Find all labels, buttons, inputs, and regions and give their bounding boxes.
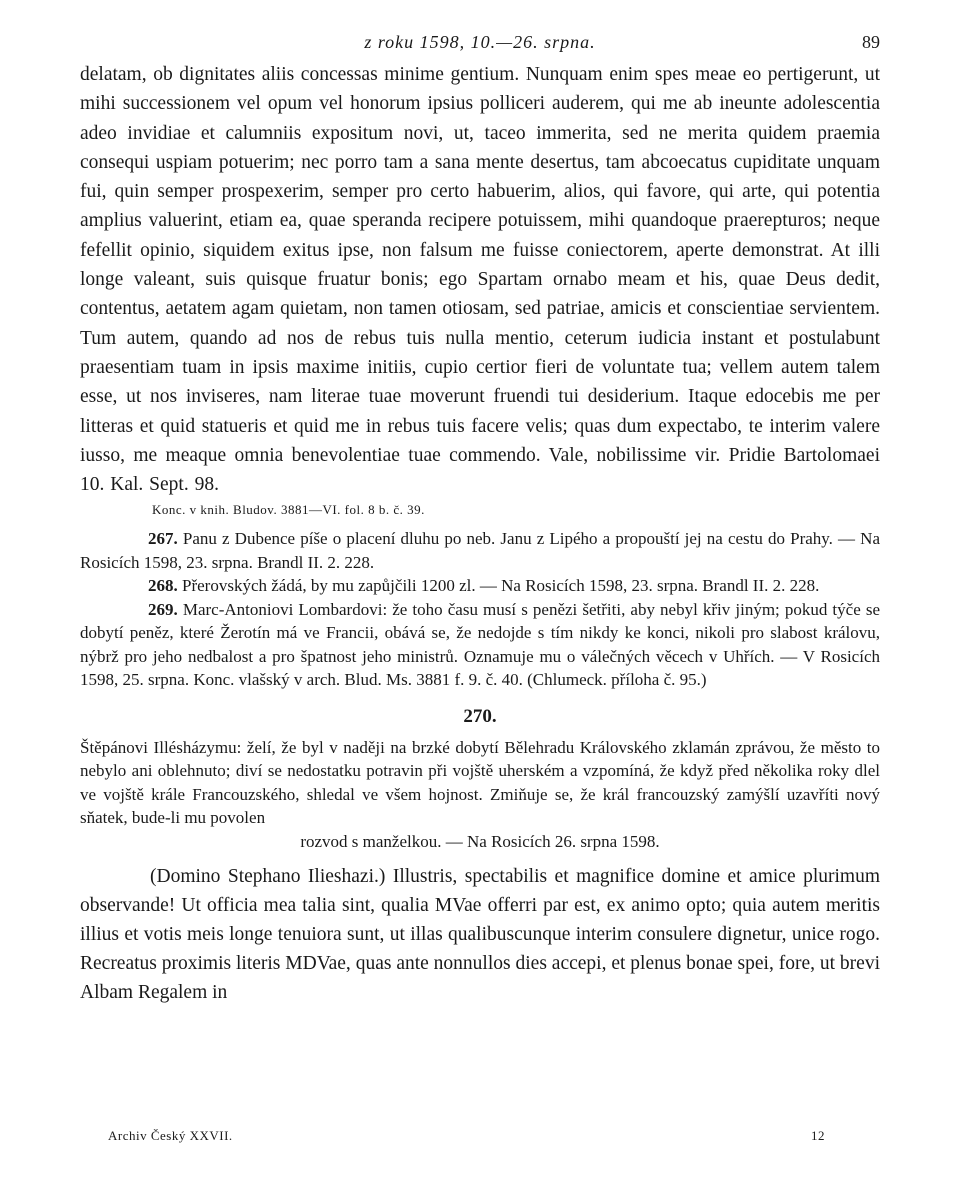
- document-number: 270.: [463, 705, 497, 727]
- regest-number: 269.: [148, 599, 178, 619]
- footer-signature-left: Archiv Český XXVII.: [108, 1128, 233, 1143]
- page: [80, 32, 880, 1007]
- regest-number: 268.: [148, 576, 178, 596]
- footer-signature-right: 12: [811, 1128, 825, 1143]
- regest-text: Panu z Dubence píše o placení dluhu po neb. Janu z Lipého a propouští jej na cestu do Prahy. — Na Rosicích 1598, 23. srpna. Brandl II. 2. 228.: [80, 529, 880, 572]
- document-abstract-tail: rozvod s manželkou. — Na Rosicích 26. srpna 1598.: [300, 831, 660, 851]
- regest-number: 267.: [148, 529, 178, 549]
- document-abstract: Štěpánovi Illésházymu: želí, že byl v naději na brzké dobytí Bělehradu Královského zklamán zprávou, že město to nebylo ani oblehnuto; diví se nedostatku potravin při vojště uherském a vzpomíná, že když před několika roky dlel ve vojště krále Francouzského, shledal ve všem hojnost. Zmiňuje se, že král francouzský zamýšlí uzavříti nový sňatek, bude-li mu povolen: [80, 737, 880, 828]
- regest-text: Přerovských žádá, by mu zapůjčili 1200 zl. — Na Rosicích 1598, 23. srpna. Brandl II. 2. 228.: [182, 576, 820, 596]
- main-paragraph: delatam, ob dignitates aliis concessas minime gentium. Nunquam enim spes meae eo pertigerunt, ut mihi successionem vel opum vel honorum ipsius polliceri auderem, qui me ab ineunte adolescentia adeo invidiae et calumniis expositum novi, ut, taceo immerita, sed ne merita quidem praemia consequi uspiam potuerim; nec porro tam a sana mente desertus, tam abcoecatus cupiditate unquam fui, quin semper prospexerim, semper pro certo habuerim, alios, qui favore, qui arte, qui potentia amplius valuerint, etiam ea, quae speranda recipere potuissem, mihi quandoque praerepturos; neque fefellit opinio, siquidem exitus ipse, non falsum me fuisse coniectorem, aperte demonstrat. At illi longe valeant, suis quisque fruatur bonis; ego Spartam ornabo meam et his, quae Deus dedit, contentus, aetatem agam quietam, non tamen otiosam, sed patriae, amicis et conscientiae servientem. Tum autem, quando ad nos de rebus tuis nulla mentio, ceterum iudicia instant et postulabunt praesentiam tuam in ipsis maxime initiis, cupio certior fieri de voluntate tua; vellem autem talem esse, ut nos inviseres, nam literae tuae moverunt fruendi tui desiderium. Itaque edocebis me per litteras et quid statueris et quid me in rebus tuis facere velis; quas dum expectabo, te interim valere iusso, me meaque omnia benevolentiae tuae commendo. Vale, nobilissime vir. Pridie Bartolomaei 10. Kal. Sept. 98.: [80, 64, 880, 496]
- regest-entry: [80, 598, 880, 692]
- regest-entry: [80, 574, 880, 598]
- running-head: z roku 1598, 10.—26. srpna.: [364, 32, 596, 52]
- page-header: [80, 32, 880, 60]
- regest-text: Marc-Antoniovi Lombardovi: že toho času musí s penězi šetřiti, aby nebyl křiv jiným; pokud týče se dobytí peněz, které Žerotín má ve Francii, obává se, že nedojde s tím nikdy ke konci, nikoli pro slabost královu, nýbrž pro jeho nedbalost a pro špatnost jeho ministrů. Oznamuje mu o válečných věcech v Uhřích. — V Rosicích 1598, 25. srpna. Konc. vlašský v arch. Blud. Ms. 3881 f. 9. č. 40. (Chlumeck. příloha č. 95.): [80, 599, 881, 690]
- main-text-block: [80, 60, 880, 499]
- letter-text: (Domino Stephano Ilieshazi.) Illustris, spectabilis et magnifice domine et amice plurimum observande! Ut officia mea talia sint, qualia MVae offerri par est, ex animo opto; quia autem meritis illius et votis meis longe tenuiora sunt, ut illas qualibuscunque interim consulere dignetur, unice rogo. Recreatus proximis literis MDVae, quas ante nonnullos dies accepi, et plenus bonae spei, fore, ut brevi Albam Regalem in: [80, 866, 880, 1003]
- regest-entry: [80, 527, 880, 574]
- page-number: 89: [862, 32, 880, 52]
- source-note: Konc. v knih. Bludov. 3881—VI. fol. 8 b. č. 39.: [152, 502, 425, 518]
